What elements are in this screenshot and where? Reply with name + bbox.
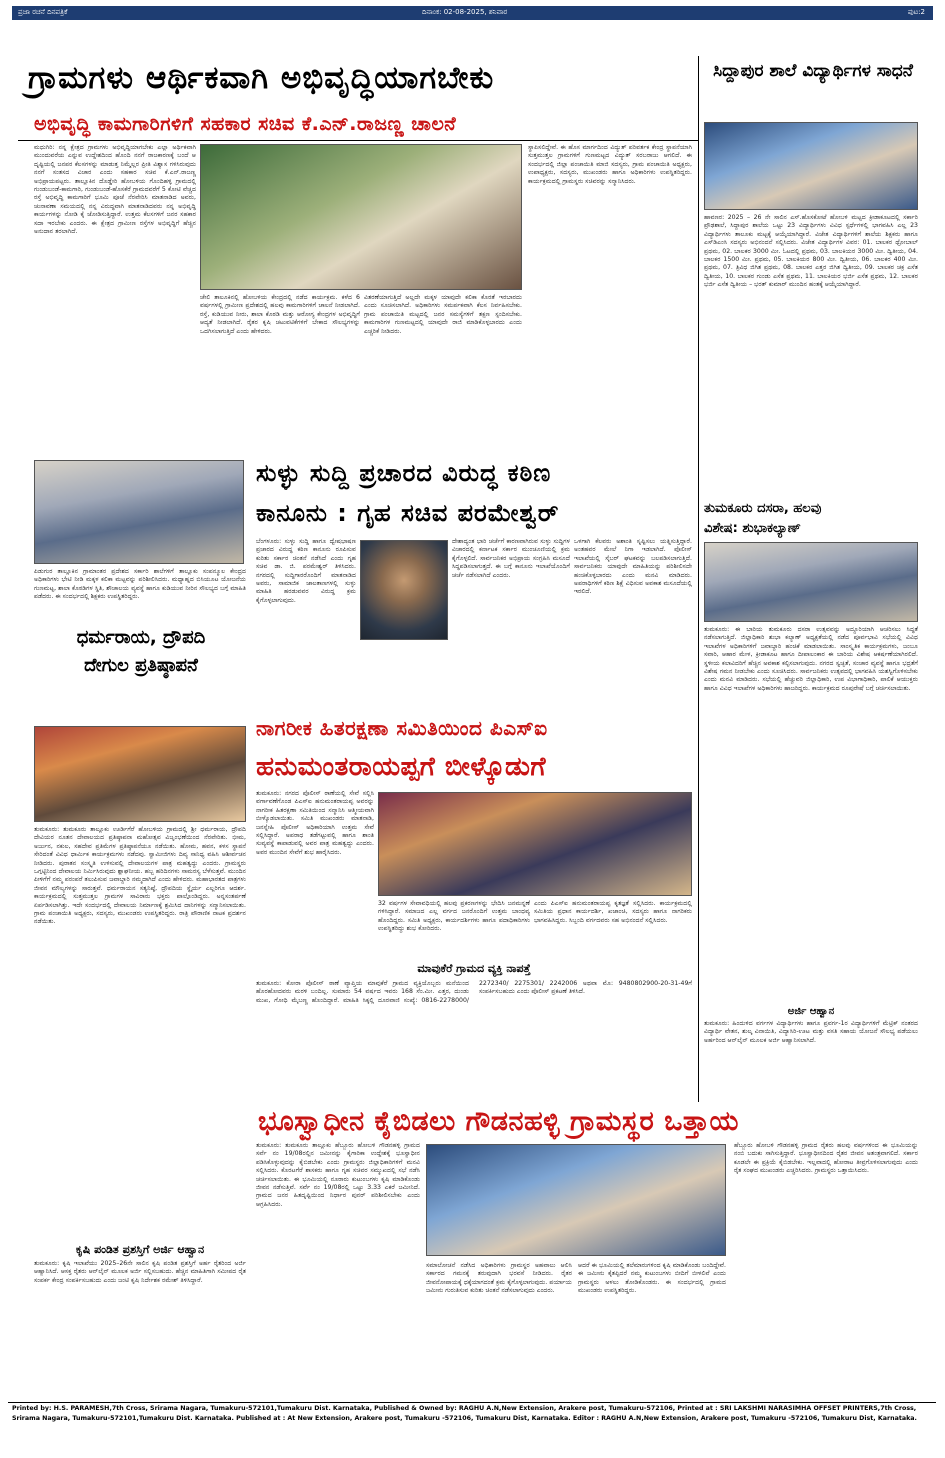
krishi-body: ತುಮಕೂರು: ಕೃಷಿ ಇಲಾಖೆಯು 2025–26ನೇ ಸಾಲಿನ ಕೃಷಿ ಪಂಡಿತ ಪ್ರಶಸ್ತಿಗೆ ಅರ್ಹ ರೈತರಿಂದ ಅರ್ಜಿ ಆಹ್ವಾನಿಸಿದೆ. ಆಸಕ್ತ ರೈತರು ಆನ್‌ಲೈನ್ ಮೂಲಕ ಅರ್ಜಿ ಸಲ್ಲಿಸಬಹುದು. ಹೆಚ್ಚಿನ ಮಾಹಿತಿಗಾಗಿ ಸಮೀಪದ ರೈತ ಸಂಪರ್ಕ ಕೇಂದ್ರ ಸಂಪರ್ಕಿಸಬಹುದು ಎಂದು ಜಂಟಿ ಕೃಷಿ ನಿರ್ದೇಶಕ ರಮೇಶ್ ತಿಳಿಸಿದ್ದಾರೆ. xyxy=(34,1260,246,1284)
draupadi-body: ತುಮಕೂರು: ತುಮಕೂರು ತಾಲ್ಲೂಕು ಊರ್ಡಿಗೆರೆ ಹೋಬಳಿಯ ಗ್ರಾಮದಲ್ಲಿ ಶ್ರೀ ಧರ್ಮರಾಯ, ದ್ರೌಪದಿ ದೇವಿಯರ ನೂತನ ದೇವಾಲಯದ ಪ್ರತಿಷ್ಠಾಪನಾ ಮಹೋತ್ಸವ ವಿಜೃಂಭಣೆಯಿಂದ ನೆರವೇರಿತು. ಭೀಮ, ಅರ್ಜುನ, ನಕುಲ, ಸಹದೇವ ಪ್ರತಿಮೆಗಳ ಪ್ರತಿಷ್ಠಾಪನೆಯೂ ನಡೆಯಿತು. ಹೋಮ, ಹವನ, ಕಳಸ ಸ್ಥಾಪನೆ ಸೇರಿದಂತೆ ವಿವಿಧ ಧಾರ್ಮಿಕ ಕಾರ್ಯಕ್ರಮಗಳು ನಡೆದವು. ಸ್ವಾಮೀಜಿಗಳು ದಿವ್ಯ ಸಾನಿಧ್ಯ ವಹಿಸಿ ಆಶೀರ್ವಚನ ನೀಡಿದರು. ಪುರಾತನ ಸಂಸ್ಕೃತಿ ಉಳಿಸುವಲ್ಲಿ ದೇವಾಲಯಗಳ ಪಾತ್ರ ಮಹತ್ವದ್ದು ಎಂದರು. ಗ್ರಾಮಸ್ಥರು ಒಗ್ಗಟ್ಟಿನಿಂದ ದೇವಾಲಯ ನಿರ್ಮಿಸಿರುವುದು ಶ್ಲಾಘನೀಯ. ಹಬ್ಬ ಹರಿದಿನಗಳು ಸಾಮರಸ್ಯ ಬೆಳೆಸುತ್ತವೆ. ಮುಂದಿನ ಪೀಳಿಗೆಗೆ ನಮ್ಮ ಪರಂಪರೆ ತಲುಪಿಸುವ ಜವಾಬ್ದಾರಿ ನಮ್ಮದಾಗಿದೆ ಎಂದು ಹೇಳಿದರು. ಮಹಾಭಾರತದ ಪಾತ್ರಗಳು ಜೀವನ ಮೌಲ್ಯಗಳನ್ನು ಸಾರುತ್ತವೆ. ಧರ್ಮರಾಯನ ಸತ್ಯನಿಷ್ಠೆ, ದ್ರೌಪದಿಯ ಸ್ಥೈರ್ಯ ಎಲ್ಲರಿಗೂ ಆದರ್ಶ. ಕಾರ್ಯಕ್ರಮದಲ್ಲಿ ಸುತ್ತಮುತ್ತಲ ಗ್ರಾಮಗಳ ಸಾವಿರಾರು ಭಕ್ತರು ಪಾಲ್ಗೊಂಡಿದ್ದರು. ಅನ್ನಸಂತರ್ಪಣೆ ಏರ್ಪಡಿಸಲಾಗಿತ್ತು. ಇದೇ ಸಂದರ್ಭದಲ್ಲಿ ದೇವಾಲಯ ನಿರ್ಮಾಣಕ್ಕೆ ಶ್ರಮಿಸಿದ ದಾನಿಗಳನ್ನು ಸನ್ಮಾನಿಸಲಾಯಿತು. ಗ್ರಾಮ ಪಂಚಾಯಿತಿ ಅಧ್ಯಕ್ಷರು, ಸದಸ್ಯರು, ಮುಖಂಡರು ಉಪಸ್ಥಿತರಿದ್ದರು. ರಾತ್ರಿ ಪೌರಾಣಿಕ ನಾಟಕ ಪ್ರದರ್ಶನ ನಡೆಯಿತು. xyxy=(34,826,246,926)
psi-col2: 32 ವರ್ಷಗಳ ಸೇವಾವಧಿಯಲ್ಲಿ ಹಲವು ಪ್ರಕರಣಗಳನ್ನು ಭೇದಿಸಿ ಜನಮನ್ನಣೆ ಗಳಿಸಿದ್ದಾರೆ. ಸಮಾಜದ ಎಲ್ಲ ವರ್ಗದ ಜನರೊಂದಿಗೆ ಉತ್ತಮ ಬಾಂಧವ್ಯ ಹೊಂದಿದ್ದರು. ಸಮಿತಿ ಅಧ್ಯಕ್ಷರು, ಕಾರ್ಯದರ್ಶಿಗಳು ಹಾಗೂ ಪದಾಧಿಕಾರಿಗಳು ಉಪಸ್ಥಿತರಿದ್ದು ಶುಭ ಕೋರಿದರು. xyxy=(378,900,530,933)
fake-news-col1: ಬೆಂಗಳೂರು: ಸುಳ್ಳು ಸುದ್ದಿ ಹಾಗೂ ದ್ವೇಷಭಾಷಣ ಪ್ರಚಾರದ ವಿರುದ್ಧ ಕಠಿಣ ಕಾನೂನು ರೂಪಿಸುವ ಕುರಿತು ಸರ್ಕಾರ ಚಿಂತನೆ ನಡೆಸಿದೆ ಎಂದು ಗೃಹ ಸಚಿವ ಡಾ. ಜಿ. ಪರಮೇಶ್ವರ್ ತಿಳಿಸಿದರು. ನಗರದಲ್ಲಿ ಸುದ್ದಿಗಾರರೊಂದಿಗೆ ಮಾತನಾಡಿದ ಅವರು, ಸಾಮಾಜಿಕ ಜಾಲತಾಣಗಳಲ್ಲಿ ಸುಳ್ಳು ಮಾಹಿತಿ ಹರಡುವವರ ವಿರುದ್ಧ ಕ್ರಮ ಕೈಗೊಳ್ಳಲಾಗುವುದು. xyxy=(256,538,356,604)
psi-col3: ಎಂದು ಪಿಎಸ್‌ಐ ಹನುಮಂತರಾಯಪ್ಪ ಕೃತಜ್ಞತೆ ಸಲ್ಲಿಸಿದರು. ಕಾರ್ಯಕ್ರಮದಲ್ಲಿ ಸಮಿತಿಯ ಪ್ರಧಾನ ಕಾರ್ಯದರ್ಶಿ, ಖಜಾಂಚಿ, ಸದಸ್ಯರು ಹಾಗೂ ನಾಗರಿಕರು ಭಾಗವಹಿಸಿದ್ದರು. ಸಿಬ್ಬಂದಿ ವರ್ಗದವರು ಸಹ ಅಭಿನಂದನೆ ಸಲ್ಲಿಸಿದರು. xyxy=(534,900,692,924)
siddapura-headline: ಸಿದ್ದಾಪುರ ಶಾಲೆ ವಿದ್ಯಾರ್ಥಿಗಳ ಸಾಧನೆ xyxy=(713,61,913,81)
fake-news-headline-2: ಕಾನೂನು : ಗೃಹ ಸಚಿವ ಪರಮೇಶ್ವರ್ xyxy=(256,499,560,527)
temple-ceremony-photo xyxy=(34,726,246,822)
main-divider xyxy=(18,140,698,141)
fake-news-col2: ದೇಶಾದ್ಯಂತ ಭಾರಿ ಚರ್ಚೆಗೆ ಕಾರಣವಾಗಿರುವ ಸುಳ್ಳು ಸುದ್ದಿಗಳ ವಿಚಾರದಲ್ಲಿ ಕರ್ನಾಟಕ ಸರ್ಕಾರ ಮುಂಚೂಣಿಯಲ್ಲಿ ಕ್ರಮ ಕೈಗೊಳ್ಳಲಿದೆ. ಸಾರ್ವಜನಿಕರ ಅಭಿಪ್ರಾಯ ಸಂಗ್ರಹಿಸಿ ಮಸೂದೆ ಸಿದ್ಧಪಡಿಸಲಾಗುತ್ತದೆ. ಈ ಬಗ್ಗೆ ಕಾನೂನು ಇಲಾಖೆಯೊಂದಿಗೆ ಚರ್ಚೆ ನಡೆಸಲಾಗಿದೆ ಎಂದರು. xyxy=(452,538,570,579)
draupadi-headline-2: ದೇಗುಲ ಪ್ರತಿಷ್ಠಾಪನೆ xyxy=(84,655,198,676)
dasara-body: ತುಮಕೂರು: ಈ ಬಾರಿಯ ತುಮಕೂರು ದಸರಾ ಉತ್ಸವವನ್ನು ಅದ್ದೂರಿಯಾಗಿ ಆಚರಿಸಲು ಸಿದ್ಧತೆ ನಡೆಸಲಾಗುತ್ತಿದೆ. ಜಿಲ್ಲಾಧಿಕಾರಿ ಶುಭಾ ಕಲ್ಯಾಣ್ ಅಧ್ಯಕ್ಷತೆಯಲ್ಲಿ ನಡೆದ ಪೂರ್ವಭಾವಿ ಸಭೆಯಲ್ಲಿ ವಿವಿಧ ಇಲಾಖೆಗಳ ಅಧಿಕಾರಿಗಳಿಗೆ ಜವಾಬ್ದಾರಿ ಹಂಚಿಕೆ ಮಾಡಲಾಯಿತು. ಸಾಂಸ್ಕೃತಿಕ ಕಾರ್ಯಕ್ರಮಗಳು, ಜಂಬೂ ಸವಾರಿ, ಆಹಾರ ಮೇಳ, ಕ್ರೀಡಾಕೂಟ ಹಾಗೂ ದೀಪಾಲಂಕಾರ ಈ ಬಾರಿಯ ವಿಶೇಷ ಆಕರ್ಷಣೆಯಾಗಿರಲಿದೆ. ಸ್ಥಳೀಯ ಕಲಾವಿದರಿಗೆ ಹೆಚ್ಚಿನ ಅವಕಾಶ ಕಲ್ಪಿಸಲಾಗುವುದು. ನಗರದ ಸ್ವಚ್ಛತೆ, ಸಂಚಾರ ವ್ಯವಸ್ಥೆ ಹಾಗೂ ಭದ್ರತೆಗೆ ವಿಶೇಷ ಗಮನ ನೀಡಬೇಕು ಎಂದು ಸೂಚಿಸಿದರು. ಸಾರ್ವಜನಿಕರು ಉತ್ಸವದಲ್ಲಿ ಭಾಗವಹಿಸಿ ಯಶಸ್ವಿಗೊಳಿಸಬೇಕು ಎಂದು ಮನವಿ ಮಾಡಿದರು. ಸಭೆಯಲ್ಲಿ ಹೆಚ್ಚುವರಿ ಜಿಲ್ಲಾಧಿಕಾರಿ, ಉಪ ವಿಭಾಗಾಧಿಕಾರಿ, ಪಾಲಿಕೆ ಆಯುಕ್ತರು ಹಾಗೂ ವಿವಿಧ ಇಲಾಖೆಗಳ ಅಧಿಕಾರಿಗಳು ಹಾಜರಿದ್ದರು. ಕಾರ್ಯಕ್ರಮದ ರೂಪುರೇಷೆ ಬಗ್ಗೆ ಚರ್ಚಿಸಲಾಯಿತು. xyxy=(704,626,918,692)
arji-headline: ಅರ್ಜಿ ಆಹ್ವಾನ xyxy=(787,1006,835,1017)
draupadi-headline-1: ಧರ್ಮರಾಯ, ದ್ರೌಪದಿ xyxy=(76,627,206,648)
school-inspection-photo xyxy=(34,460,244,564)
land-col2: ಸಮಾಲೋಚನೆ ನಡೆಸಿದ ಅಧಿಕಾರಿಗಳು ಗ್ರಾಮಸ್ಥರ ಅಹವಾಲು ಆಲಿಸಿ ಸರ್ಕಾರದ ಗಮನಕ್ಕೆ ತರುವುದಾಗಿ ಭರವಸೆ ನೀಡಿದರು. ರೈತರ ಜೀವನೋಪಾಯಕ್ಕೆ ಧಕ್ಕೆಯಾಗದಂತೆ ಕ್ರಮ ಕೈಗೊಳ್ಳಲಾಗುವುದು. ಪರ್ಯಾಯ ಜಮೀನು ಗುರುತಿಸುವ ಕುರಿತು ಚಿಂತನೆ ನಡೆಸಲಾಗುವುದು ಎಂದರು. xyxy=(426,1262,572,1295)
arji-body: ತುಮಕೂರು: ಹಿಂದುಳಿದ ವರ್ಗಗಳ ವಿದ್ಯಾರ್ಥಿಗಳು ಹಾಗೂ ಪ್ರವರ್ಗ-1ರ ವಿದ್ಯಾರ್ಥಿಗಳಿಗೆ ಮೆಟ್ರಿಕ್ ನಂತರದ ವಿದ್ಯಾರ್ಥಿ ವೇತನ, ಶುಲ್ಕ ವಿನಾಯಿತಿ, ವಿದ್ಯಾಸಿರಿ-ಊಟ ಮತ್ತು ವಸತಿ ಸಹಾಯ ಯೋಜನೆ ಸೌಲಭ್ಯ ಪಡೆಯಲು ಅರ್ಹರಿಂದ ಆನ್‌ಲೈನ್ ಮೂಲಕ ಅರ್ಜಿ ಆಹ್ವಾನಿಸಲಾಗಿದೆ. xyxy=(704,1020,918,1044)
fake-news-col3: ಒಳಗಾಗಿ ಕೆಲವರು ಅಶಾಂತಿ ಸೃಷ್ಟಿಸಲು ಯತ್ನಿಸುತ್ತಿದ್ದಾರೆ. ಅಂತಹವರ ಮೇಲೆ ನಿಗಾ ಇಡಲಾಗಿದೆ. ಪೊಲೀಸ್ ಇಲಾಖೆಯಲ್ಲಿ ಸೈಬರ್ ಘಟಕವನ್ನು ಬಲಪಡಿಸಲಾಗುತ್ತಿದೆ. ಸಾರ್ವಜನಿಕರು ಯಾವುದೇ ಮಾಹಿತಿಯನ್ನು ಪರಿಶೀಲಿಸದೇ ಹಂಚಿಕೊಳ್ಳಬಾರದು ಎಂದು ಮನವಿ ಮಾಡಿದರು. ಅಪರಾಧಿಗಳಿಗೆ ಕಠಿಣ ಶಿಕ್ಷೆ ವಿಧಿಸುವ ಅವಕಾಶ ಮಸೂದೆಯಲ್ಲಿ ಇರಲಿದೆ. xyxy=(574,538,692,596)
masthead-date: ದಿನಾಂಕ: 02-08-2025, ಶನಿವಾರ xyxy=(422,8,508,16)
psi-col1: ತುಮಕೂರು: ನಗರದ ಪೊಲೀಸ್ ಠಾಣೆಯಲ್ಲಿ ಸೇವೆ ಸಲ್ಲಿಸಿ ವರ್ಗಾವಣೆಗೊಂಡ ಪಿಎಸ್‌ಐ ಹನುಮಂತರಾಯಪ್ಪ ಅವರನ್ನು ನಾಗರೀಕ ಹಿತರಕ್ಷಣಾ ಸಮಿತಿಯಿಂದ ಸನ್ಮಾನಿಸಿ ಆತ್ಮೀಯವಾಗಿ ಬೀಳ್ಕೊಡಲಾಯಿತು. ಸಮಿತಿ ಮುಖಂಡರು ಮಾತನಾಡಿ, ಜನಸ್ನೇಹಿ ಪೊಲೀಸ್ ಅಧಿಕಾರಿಯಾಗಿ ಉತ್ತಮ ಸೇವೆ ಸಲ್ಲಿಸಿದ್ದಾರೆ. ಅಪರಾಧ ತಡೆಗಟ್ಟುವಲ್ಲಿ ಹಾಗೂ ಶಾಂತಿ ಸುವ್ಯವಸ್ಥೆ ಕಾಪಾಡುವಲ್ಲಿ ಅವರ ಪಾತ್ರ ಮಹತ್ವದ್ದು ಎಂದರು. ಅವರ ಮುಂದಿನ ಸೇವೆಗೆ ಶುಭ ಹಾರೈಸಿದರು. xyxy=(256,790,374,856)
missing-headline: ಮಾವುಕೆರೆ ಗ್ರಾಮದ ವ್ಯಕ್ತಿ ನಾಪತ್ತೆ xyxy=(417,962,531,975)
dasara-headline-2: ವಿಶೇಷ: ಶುಭಾಕಲ್ಯಾಣ್ xyxy=(704,521,801,536)
fake-news-headline-1: ಸುಳ್ಳು ಸುದ್ದಿ ಪ್ರಚಾರದ ವಿರುದ್ಧ ಕಠಿಣ xyxy=(256,459,552,487)
psi-headline-2: ಹನುಮಂತರಾಯಪ್ಪಗೆ ಬೀಳ್ಕೊಡುಗೆ xyxy=(256,752,546,782)
footer-imprint-line1: Printed by: H.S. PARAMESH,7th Cross, Srirama Nagara, Tumakuru-572101,Tumakuru Dist. Karnataka, Published & Owned by: RAGHU A.N,New Extension, Arakere post, Tumakuru-572106, Printed at : SRI LAKSHMI NARASIMHA OFFSET PRINTERS,7th Cross, xyxy=(12,1405,917,1412)
main-story-col4: ಸ್ಥಾಪಿಸಲಿದ್ದೇವೆ. ಈ ಹೊಸ ಮಾರ್ಗದಿಂದ ವಿದ್ಯುತ್ ಪರಿವರ್ತಕ ಕೇಂದ್ರ ಸ್ಥಾಪನೆಯಾಗಿ ಸುತ್ತಮುತ್ತಲ ಗ್ರಾಮಗಳಿಗೆ ಗುಣಮಟ್ಟದ ವಿದ್ಯುತ್ ಸರಬರಾಜು ಆಗಲಿದೆ. ಈ ಸಂದರ್ಭದಲ್ಲಿ ಜಿಲ್ಲಾ ಪಂಚಾಯಿತಿ ಮಾಜಿ ಸದಸ್ಯರು, ಗ್ರಾಮ ಪಂಚಾಯಿತಿ ಅಧ್ಯಕ್ಷರು, ಉಪಾಧ್ಯಕ್ಷರು, ಸದಸ್ಯರು, ಮುಖಂಡರು ಹಾಗೂ ಅಧಿಕಾರಿಗಳು ಉಪಸ್ಥಿತರಿದ್ದರು. ಕಾರ್ಯಕ್ರಮದಲ್ಲಿ ಗ್ರಾಮಸ್ಥರು ಸಚಿವರನ್ನು ಸನ್ಮಾನಿಸಿದರು. xyxy=(528,144,692,185)
right-column-divider xyxy=(698,56,699,1102)
krishi-headline: ಕೃಷಿ ಪಂಡಿತ ಪ್ರಶಸ್ತಿಗೆ ಅರ್ಜಿ ಆಹ್ವಾನ xyxy=(75,1243,205,1256)
dasara-meeting-photo xyxy=(704,542,918,622)
masthead-paper-name: ಪ್ರಜಾ ರಚನೆ ದಿನಪತ್ರಿಕೆ xyxy=(18,8,68,16)
land-col1: ತುಮಕೂರು: ತುಮಕೂರು ತಾಲ್ಲೂಕು ಹೆಬ್ಬೂರು ಹೋಬಳಿ ಗೌಡನಹಳ್ಳಿ ಗ್ರಾಮದ ಸರ್ವೆ ನಂ 19/08ರಲ್ಲಿನ ಜಮೀನನ್ನು ಕೈಗಾರಿಕಾ ಉದ್ದೇಶಕ್ಕೆ ಭೂಸ್ವಾಧೀನ ಪಡಿಸಿಕೊಳ್ಳುವುದನ್ನು ಕೈಬಿಡಬೇಕು ಎಂದು ಗ್ರಾಮಸ್ಥರು ಜಿಲ್ಲಾಧಿಕಾರಿಗಳಿಗೆ ಮನವಿ ಸಲ್ಲಿಸಿದರು. ಕೊರಟಗೆರೆ ಶಾಸಕರು ಹಾಗೂ ಗೃಹ ಸಚಿವರ ಸಮ್ಮುಖದಲ್ಲಿ ಸಭೆ ನಡೆಸಿ ಚರ್ಚಿಸಲಾಯಿತು. ಈ ಭೂಮಿಯಲ್ಲಿ ನೂರಾರು ಕುಟುಂಬಗಳು ಕೃಷಿ ಮಾಡಿಕೊಂಡು ಜೀವನ ನಡೆಸುತ್ತಿವೆ. ಸರ್ವೆ ನಂ 19/08ರಲ್ಲಿ ಒಟ್ಟು 3.33 ಎಕರೆ ಜಮೀನಿದೆ. ಗ್ರಾಮದ ಜನರ ಹಿತದೃಷ್ಟಿಯಿಂದ ನಿರ್ಧಾರ ಪುನರ್ ಪರಿಶೀಲಿಸಬೇಕು ಎಂದು ಆಗ್ರಹಿಸಿದರು. xyxy=(256,1142,420,1208)
land-meeting-photo xyxy=(426,1144,726,1256)
masthead-page-number: ಪುಟ:2 xyxy=(907,8,925,16)
main-headline: ಗ್ರಾಮಗಳು ಆರ್ಥಿಕವಾಗಿ ಅಭಿವೃದ್ಧಿಯಾಗಬೇಕು xyxy=(28,60,495,96)
siddapura-body: ಹಾವಣರ: 2025 – 26 ನೇ ಸಾಲಿನ ಎಸ್.ಹೊಸಕೋಟೆ ಹೋಬಳಿ ಮಟ್ಟದ ಕ್ರೀಡಾಕೂಟದಲ್ಲಿ ಸರ್ಕಾರಿ ಪ್ರೌಢಶಾಲೆ, ಸಿದ್ದಾಪುರ ಶಾಲೆಯ ಒಟ್ಟು 23 ವಿದ್ಯಾರ್ಥಿಗಳು ವಿವಿಧ ಸ್ಪರ್ಧೆಗಳಲ್ಲಿ ಭಾಗವಹಿಸಿ ಎಲ್ಲ 23 ವಿದ್ಯಾರ್ಥಿಗಳು ತಾಲೂಕು ಮಟ್ಟಕ್ಕೆ ಆಯ್ಕೆಯಾಗಿದ್ದಾರೆ. ವಿಜೇತ ವಿದ್ಯಾರ್ಥಿಗಳಿಗೆ ಶಾಲೆಯ ಶಿಕ್ಷಕರು ಹಾಗೂ ಎಸ್‌ಡಿಎಂಸಿ ಸದಸ್ಯರು ಅಭಿನಂದನೆ ಸಲ್ಲಿಸಿದರು. ವಿಜೇತ ವಿದ್ಯಾರ್ಥಿಗಳ ವಿವರ: 01. ಬಾಲಕರ ಥ್ರೋಬಾಲ್ ಪ್ರಥಮ, 02. ಬಾಲಕರ 3000 ಮೀ. ಓಟದಲ್ಲಿ ಪ್ರಥಮ, 03. ಬಾಲಕಿಯರ 3000 ಮೀ. ದ್ವಿತೀಯ, 04. ಬಾಲಕರ 1500 ಮೀ. ಪ್ರಥಮ, 05. ಬಾಲಕಿಯರ 800 ಮೀ. ದ್ವಿತೀಯ, 06. ಬಾಲಕರ 400 ಮೀ. ಪ್ರಥಮ, 07. ತ್ರಿವಿಧ ಜಿಗಿತ ಪ್ರಥಮ, 08. ಬಾಲಕರ ಎತ್ತರ ಜಿಗಿತ ದ್ವಿತೀಯ, 09. ಬಾಲಕರ ಚಕ್ರ ಎಸೆತ ದ್ವಿತೀಯ, 10. ಬಾಲಕರ ಗುಂಡು ಎಸೆತ ಪ್ರಥಮ, 11. ಬಾಲಕಿಯರ ಭರ್ಜಿ ಎಸೆತ ಪ್ರಥಮ, 12. ಬಾಲಕರ ಭರ್ಜಿ ಎಸೆತ ದ್ವಿತೀಯ – ಭರತ್ ಕುಮಾರ್ ಮುಂದಿನ ಹಂತಕ್ಕೆ ಆಯ್ಕೆಯಾಗಿದ್ದಾರೆ. xyxy=(704,214,918,289)
main-story-col2: ಚೇಲಿ ತಾಲೂಕಿನಲ್ಲಿ ಹೋಬಳಿಯ ಕೇಂದ್ರದಲ್ಲಿ ನಡೆದ ಕಾರ್ಯಕ್ರಮ. ಕಳೆದ 6 ವರ್ಷಗಳಲ್ಲಿ ಗ್ರಾಮೀಣ ಪ್ರದೇಶದಲ್ಲಿ ಹಲವು ಕಾಮಗಾರಿಗಳಿಗೆ ಚಾಲನೆ ನೀಡಲಾಗಿದೆ. ರಸ್ತೆ, ಕುಡಿಯುವ ನೀರು, ಶಾಲಾ ಕೊಠಡಿ ಮತ್ತು ಆರೋಗ್ಯ ಕೇಂದ್ರಗಳ ಅಭಿವೃದ್ಧಿಗೆ ಆದ್ಯತೆ ನೀಡಲಾಗಿದೆ. ರೈತರ ಕೃಷಿ ಚಟುವಟಿಕೆಗಳಿಗೆ ಬೇಕಾದ ಸೌಲಭ್ಯಗಳನ್ನು ಒದಗಿಸಲಾಗುತ್ತಿದೆ ಎಂದು ಹೇಳಿದರು. xyxy=(200,294,360,335)
psi-farewell-photo xyxy=(378,792,692,896)
main-story-col3: ವಿತರಣೆಯಾಗುತ್ತಿದೆ ಅಲ್ಲದೇ ಮಕ್ಕಳ ಯಾವುದೇ ಕಲಿಕಾ ಕೊರತೆ ಇರಬಾರದು ಎಂದು ಸೂಚಿಸಲಾಗಿದೆ. ಅಧಿಕಾರಿಗಳು ಸಮರ್ಪಕವಾಗಿ ಕೆಲಸ ನಿರ್ವಹಿಸಬೇಕು. ಗ್ರಾಮ ಪಂಚಾಯಿತಿ ಮಟ್ಟದಲ್ಲಿ ಜನರ ಸಮಸ್ಯೆಗಳಿಗೆ ತಕ್ಷಣ ಸ್ಪಂದಿಸಬೇಕು. ಕಾಮಗಾರಿಗಳ ಗುಣಮಟ್ಟದಲ್ಲಿ ಯಾವುದೇ ರಾಜಿ ಮಾಡಿಕೊಳ್ಳಬಾರದು ಎಂದು ಎಚ್ಚರಿಕೆ ನೀಡಿದರು. xyxy=(364,294,522,335)
school-inspection-caption: ಪಿಡುಗುರ ತಾಲ್ಲೂಕಿನ ಗ್ರಾಮಾಂತರ ಪ್ರದೇಶದ ಸರ್ಕಾರಿ ಶಾಲೆಗಳಿಗೆ ತಾಲ್ಲೂಕು ಸಂಪನ್ಮೂಲ ಕೇಂದ್ರದ ಅಧಿಕಾರಿಗಳು ಭೇಟಿ ನೀಡಿ ಮಕ್ಕಳ ಕಲಿಕಾ ಮಟ್ಟವನ್ನು ಪರಿಶೀಲಿಸಿದರು. ಮಧ್ಯಾಹ್ನದ ಬಿಸಿಯೂಟ ಯೋಜನೆಯ ಗುಣಮಟ್ಟ, ಶಾಲಾ ಕೊಠಡಿಗಳ ಸ್ಥಿತಿ, ಶೌಚಾಲಯ ವ್ಯವಸ್ಥೆ ಹಾಗೂ ಕುಡಿಯುವ ನೀರಿನ ಸೌಲಭ್ಯದ ಬಗ್ಗೆ ಮಾಹಿತಿ ಪಡೆದರು. ಈ ಸಂದರ್ಭದಲ್ಲಿ ಶಿಕ್ಷಕರು ಉಪಸ್ಥಿತರಿದ್ದರು. xyxy=(34,568,246,601)
land-col3: ಆದರೆ ಈ ಭೂಮಿಯಲ್ಲಿ ತಲೆಮಾರುಗಳಿಂದ ಕೃಷಿ ಮಾಡಿಕೊಂಡು ಬಂದಿದ್ದೇವೆ. ಈ ಜಮೀನು ಕೈತಪ್ಪಿದರೆ ನಮ್ಮ ಕುಟುಂಬಗಳು ಬೀದಿಗೆ ಬೀಳಲಿವೆ ಎಂದು ಗ್ರಾಮಸ್ಥರು ಅಳಲು ತೋಡಿಕೊಂಡರು. ಈ ಸಂದರ್ಭದಲ್ಲಿ ಗ್ರಾಮದ ಮುಖಂಡರು ಉಪಸ್ಥಿತರಿದ್ದರು. xyxy=(578,1262,726,1295)
land-col4: ಹೆಬ್ಬೂರು ಹೋಬಳಿ ಗೌಡನಹಳ್ಳಿ ಗ್ರಾಮದ ರೈತರು ಹಲವು ವರ್ಷಗಳಿಂದ ಈ ಭೂಮಿಯನ್ನು ನಂಬಿ ಬದುಕು ಸಾಗಿಸುತ್ತಿದ್ದಾರೆ. ಭೂಸ್ವಾಧೀನದಿಂದ ರೈತರ ಜೀವನ ಅತಂತ್ರವಾಗಲಿದೆ. ಸರ್ಕಾರ ಕೂಡಲೇ ಈ ಪ್ರಕ್ರಿಯೆ ಕೈಬಿಡಬೇಕು. ಇಲ್ಲವಾದಲ್ಲಿ ಹೋರಾಟ ತೀವ್ರಗೊಳಿಸಲಾಗುವುದು ಎಂದು ರೈತ ಸಂಘದ ಮುಖಂಡರು ಎಚ್ಚರಿಸಿದರು. ಗ್ರಾಮಸ್ಥರು ಒತ್ತಾಯಿಸಿದರು. xyxy=(734,1142,918,1175)
psi-headline-1: ನಾಗರೀಕ ಹಿತರಕ್ಷಣಾ ಸಮಿತಿಯಿಂದ ಪಿಎಸ್‌ಐ xyxy=(256,716,548,740)
dasara-headline-1: ತುಮಕೂರು ದಸರಾ, ಹಲವು xyxy=(704,501,822,516)
missing-body: ತುಮಕೂರು: ಕೋರಾ ಪೊಲೀಸ್ ಠಾಣೆ ವ್ಯಾಪ್ತಿಯ ಮಾವುಕೆರೆ ಗ್ರಾಮದ ವ್ಯಕ್ತಿಯೊಬ್ಬರು ಮನೆಯಿಂದ ಹೊರಹೋದವರು ಮರಳಿ ಬಂದಿಲ್ಲ. ಸುಮಾರು 54 ವರ್ಷದ ಇವರು 168 ಸೆಂ.ಮೀ. ಎತ್ತರ, ದುಂಡು ಮುಖ, ಗೋಧಿ ಮೈಬಣ್ಣ ಹೊಂದಿದ್ದಾರೆ. ಮಾಹಿತಿ ಸಿಕ್ಕಲ್ಲಿ ದೂರವಾಣಿ ಸಂಖ್ಯೆ: 0816-2278000/ 2272340/ 2275301/ 2242006 ಅಥವಾ ಮೊ: 9480802900-20-31-49ಗೆ ಸಂಪರ್ಕಿಸಬಹುದು ಎಂದು ಪೊಲೀಸ್ ಪ್ರಕಟಣೆ ತಿಳಿಸಿದೆ. xyxy=(256,980,692,1004)
footer-divider xyxy=(8,1402,936,1403)
footer-imprint-line2: Srirama Nagara, Tumakuru-572101,Tumakuru Dist. Karnataka. Published at : At New Extension, Arakere post, Tumakuru -572106, Tumakuru Dist, Karnataka. Editor : RAGHU A.N,New Extension, Arakere post, Tumakuru -572106, Tumakuru Dist, Karnataka. xyxy=(12,1415,917,1422)
siddapura-students-photo xyxy=(704,122,918,210)
land-headline: ಭೂಸ್ವಾಧೀನ ಕೈಬಿಡಲು ಗೌಡನಹಳ್ಳಿ ಗ್ರಾಮಸ್ಥರ ಒತ್ತಾಯ xyxy=(258,1106,739,1137)
main-subheadline: ಅಭಿವೃದ್ಧಿ ಕಾಮಗಾರಿಗಳಿಗೆ ಸಹಕಾರ ಸಚಿವ ಕೆ.ಎನ್.ರಾಜಣ್ಣ ಚಾಲನೆ xyxy=(34,113,457,135)
minister-ceremony-photo xyxy=(200,144,522,290)
main-story-col1: ಮಧುಗಿರಿ: ನನ್ನ ಕ್ಷೇತ್ರದ ಗ್ರಾಮಗಳು ಅಭಿವೃದ್ಧಿಯಾಗಬೇಕು ಎಲ್ಲಾ ಅರ್ಥಿಕವಾಗಿ ಮುಂದುವರೆಯ ಎನ್ನುವ ಉದ್ದೇಶದಿಂದ ಹೊಂದಿ ನನಗೆ ರಾಜಕಾರಣಕ್ಕೆ ಬಂದೆ ಆ ದೃಷ್ಟಿಯಲ್ಲಿ ಜನಪರ ಕೆಲಸಗಳನ್ನು ಮಾಡುತ್ತ ನಿಮ್ಮೆಲ್ಲರ ಪ್ರೀತಿ ವಿಶ್ವಾಸ ಗಳಿಸಿರುವುದು ನನಗೆ ಸಂತಸದ ವಿಚಾರ ಎಂದು ಸಹಕಾರ ಸಚಿವ ಕೆ.ಎನ್.ರಾಜಣ್ಣ ಅಭಿಪ್ರಾಯಪಟ್ಟರು. ತಾಲ್ಲೂಕಿನ ದೊಡ್ಡೇರಿ ಹೋಬಳಿಯ ಗೊಂದಿಹಳ್ಳಿ ಗ್ರಾಮದಲ್ಲಿ ಗುಂಡುಬಂಡೆ-ಕಾಮಗಾರಿ, ಗುಂಡುಬಂಡೆ-ಹೊಸಕೆರೆ ಗ್ರಾಮದವರೆಗೆ 5 ಕೋಟಿ ವೆಚ್ಚದ ರಸ್ತೆ ಅಭಿವೃದ್ಧಿ ಕಾಮಗಾರಿಗೆ ಭೂಮಿ ಪೂಜೆ ನೆರವೇರಿಸಿ ಮಾತನಾಡಿದ ಅವರು, ಚುನಾವಣಾ ಸಮಯದಲ್ಲಿ ನನ್ನ ವಿರುದ್ಧವಾಗಿ ಮಾತನಾಡಿದವರು ನನ್ನ ಅಭಿವೃದ್ಧಿ ಕಾರ್ಯಗಳನ್ನು ನೋಡಿ ಕೈ ಜೋಡಿಸುತ್ತಿದ್ದಾರೆ. ಉತ್ತಮ ಕೆಲಸಗಳಿಗೆ ಜನರ ಸಹಕಾರ ಸದಾ ಇರಬೇಕು ಎಂದರು. ಈ ಕ್ಷೇತ್ರದ ಗ್ರಾಮೀಣ ರಸ್ತೆಗಳ ಅಭಿವೃದ್ಧಿಗೆ ಹೆಚ್ಚಿನ ಅನುದಾನ ತರಲಾಗಿದೆ. xyxy=(34,144,196,236)
masthead xyxy=(12,6,933,20)
parameshwar-portrait-photo xyxy=(360,540,448,640)
